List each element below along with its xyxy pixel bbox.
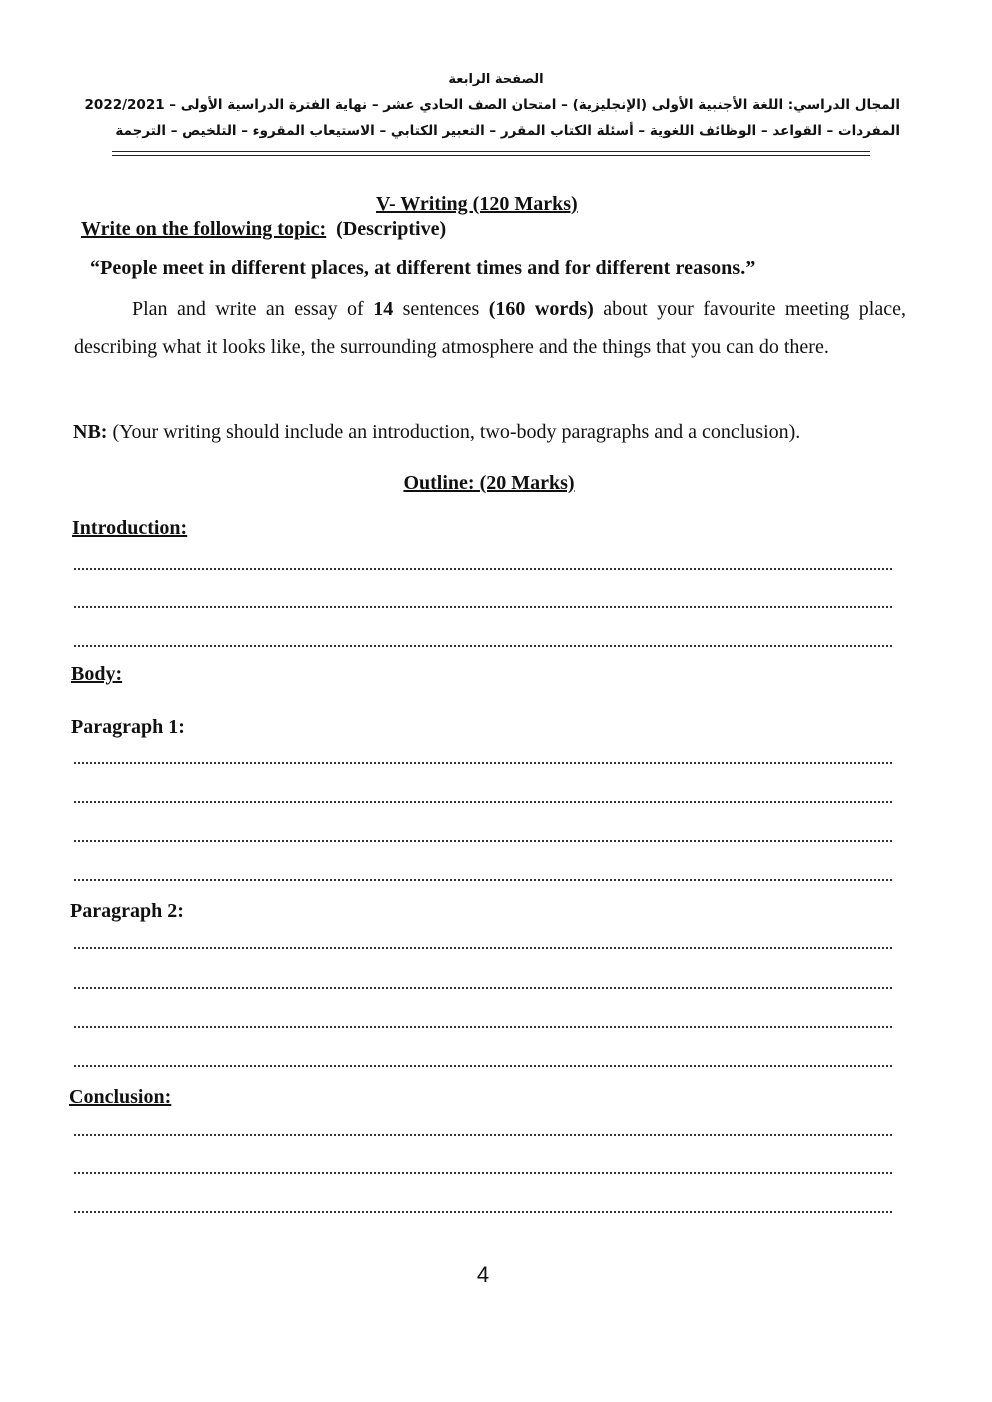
sentence-count: 14 [373, 298, 394, 320]
page-number: 4 [476, 1262, 490, 1287]
paragraph1-label: Paragraph 1: [71, 716, 185, 738]
header-divider-top [112, 151, 870, 152]
body-label: Body: [71, 663, 123, 685]
paragraph2-line-3[interactable] [74, 1026, 892, 1028]
topic-type: (Descriptive) [336, 218, 447, 240]
conclusion-label: Conclusion: [69, 1086, 172, 1108]
paragraph2-line-1[interactable] [74, 947, 892, 949]
note-label: NB: [73, 421, 108, 443]
section-title: V- Writing (120 Marks) [376, 193, 578, 215]
introduction-line-2[interactable] [74, 606, 892, 608]
paragraph2-label: Paragraph 2: [70, 900, 184, 922]
note-text: (Your writing should include an introduction, two-body paragraphs and a conclusion). [107, 421, 801, 443]
paragraph1-line-3[interactable] [74, 840, 892, 842]
paragraph1-line-2[interactable] [74, 801, 892, 803]
topic-label: Write on the following topic: [81, 218, 327, 240]
instructions-paragraph: Plan and write an essay of 14 sentences (160 words) about your favourite meeting place, describing what it looks like, the surrounding atmosphere and the things that you can do there. [74, 298, 906, 358]
introduction-label: Introduction: [72, 517, 188, 539]
conclusion-line-1[interactable] [74, 1134, 892, 1136]
introduction-line-3[interactable] [74, 645, 892, 647]
header-topics-line: المفردات – القواعد – الوظائف اللغوية – أسئلة الكتاب المقرر – التعبير الكتابي – الاستيعاب المقروء – التلخيص – الترجمة [115, 123, 900, 139]
header-subject-line: المجال الدراسي: اللغة الأجنبية الأولى (الإنجليزية) – امتحان الصف الحادي عشر – نهاية الفترة الدراسية الأولى – 2022/2021 [84, 97, 900, 113]
topic-heading [81, 218, 446, 241]
introduction-line-1[interactable] [74, 568, 892, 570]
paragraph1-line-1[interactable] [74, 762, 892, 764]
paragraph2-line-2[interactable] [74, 987, 892, 989]
word-count: (160 words) [488, 298, 594, 320]
paragraph1-line-4[interactable] [74, 879, 892, 881]
conclusion-line-2[interactable] [74, 1172, 892, 1174]
conclusion-line-3[interactable] [74, 1211, 892, 1213]
topic-quote: “People meet in different places, at different times and for different reasons.” [90, 257, 756, 279]
paragraph2-line-4[interactable] [74, 1065, 892, 1067]
header-page-label: الصفحة الرابعة [448, 72, 544, 87]
header-divider-bottom [112, 155, 870, 156]
outline-title: Outline: (20 Marks) [403, 472, 575, 494]
note [73, 421, 800, 444]
